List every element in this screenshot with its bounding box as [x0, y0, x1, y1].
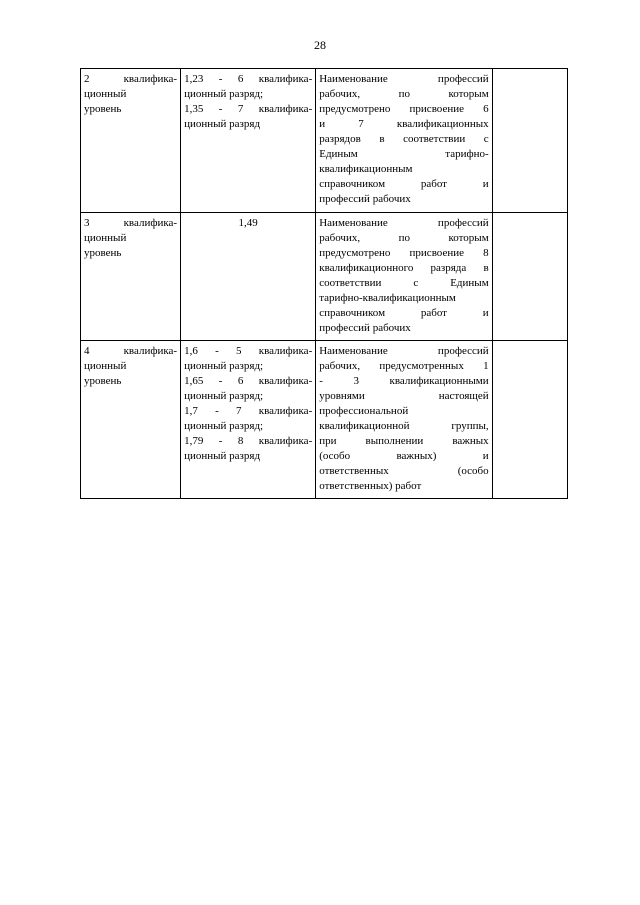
- description-line: предусмотрено присвоение 8: [319, 247, 489, 259]
- coefficient-cell: [181, 341, 316, 499]
- coefficient-line: ционный разряд;: [184, 360, 264, 372]
- description-line: Наименование профессий: [319, 73, 489, 85]
- coefficient-line: 1,7 - 7 квалифика-: [184, 405, 313, 417]
- description-line: - 3 квалификационными: [319, 375, 489, 387]
- coefficient-line: ционный разряд: [184, 118, 261, 130]
- description-cell: [316, 69, 492, 213]
- description-line: справочником работ и: [319, 178, 489, 190]
- coefficient-line: 1,49: [238, 217, 258, 229]
- level-line: 3 квалифика-: [84, 217, 178, 229]
- level-line: 2 квалифика-: [84, 73, 178, 85]
- description-line: рабочих, предусмотренных 1: [319, 360, 489, 372]
- description-line: тарифно-квалификационным: [319, 292, 456, 304]
- table-row: [81, 69, 568, 213]
- coefficient-line: ционный разряд;: [184, 390, 264, 402]
- level-line: уровень: [84, 375, 122, 387]
- coefficient-line: 1,6 - 5 квалифика-: [184, 345, 313, 357]
- description-line: уровнями настоящей: [319, 390, 489, 402]
- coefficient-cell: [181, 213, 316, 341]
- description-line: соответствии с Единым: [319, 277, 489, 289]
- description-cell: [316, 213, 492, 341]
- level-line: уровень: [84, 247, 122, 259]
- coefficient-line: 1,79 - 8 квалифика-: [184, 435, 313, 447]
- coefficient-line: ционный разряд;: [184, 420, 264, 432]
- description-line: Наименование профессий: [319, 217, 489, 229]
- empty-cell: [492, 69, 567, 213]
- qualification-table: [80, 68, 568, 499]
- description-line: Единым тарифно-: [319, 148, 489, 160]
- description-line: разрядов в соответствии с: [319, 133, 489, 145]
- description-line: рабочих, по которым: [319, 232, 489, 244]
- level-cell: [81, 341, 181, 499]
- description-line: ответственных (особо: [319, 465, 489, 477]
- level-line: уровень: [84, 103, 122, 115]
- coefficient-line: ционный разряд: [184, 450, 261, 462]
- description-line: ответственных) работ: [319, 480, 422, 492]
- description-cell: [316, 341, 492, 499]
- level-cell: [81, 213, 181, 341]
- coefficient-cell: [181, 69, 316, 213]
- coefficient-line: 1,65 - 6 квалифика-: [184, 375, 313, 387]
- description-line: (особо важных) и: [319, 450, 489, 462]
- description-line: профессиональной: [319, 405, 409, 417]
- table-row: [81, 341, 568, 499]
- description-line: Наименование профессий: [319, 345, 489, 357]
- coefficient-line: 1,35 - 7 квалифика-: [184, 103, 313, 115]
- description-line: профессий рабочих: [319, 193, 411, 205]
- description-line: профессий рабочих: [319, 322, 411, 334]
- description-line: квалификационного разряда в: [319, 262, 489, 274]
- level-line: ционный: [84, 232, 127, 244]
- description-line: справочником работ и: [319, 307, 489, 319]
- description-line: рабочих, по которым: [319, 88, 489, 100]
- coefficient-line: ционный разряд;: [184, 88, 264, 100]
- description-line: при выполнении важных: [319, 435, 489, 447]
- level-line: ционный: [84, 88, 127, 100]
- description-line: квалификационной группы,: [319, 420, 489, 432]
- level-cell: [81, 69, 181, 213]
- description-line: предусмотрено присвоение 6: [319, 103, 489, 115]
- table-row: [81, 213, 568, 341]
- coefficient-line: 1,23 - 6 квалифика-: [184, 73, 313, 85]
- empty-cell: [492, 341, 567, 499]
- level-line: 4 квалифика-: [84, 345, 178, 357]
- page-number: 28: [314, 38, 326, 52]
- level-line: ционный: [84, 360, 127, 372]
- description-line: квалификационным: [319, 163, 413, 175]
- description-line: и 7 квалификационных: [319, 118, 489, 130]
- empty-cell: [492, 213, 567, 341]
